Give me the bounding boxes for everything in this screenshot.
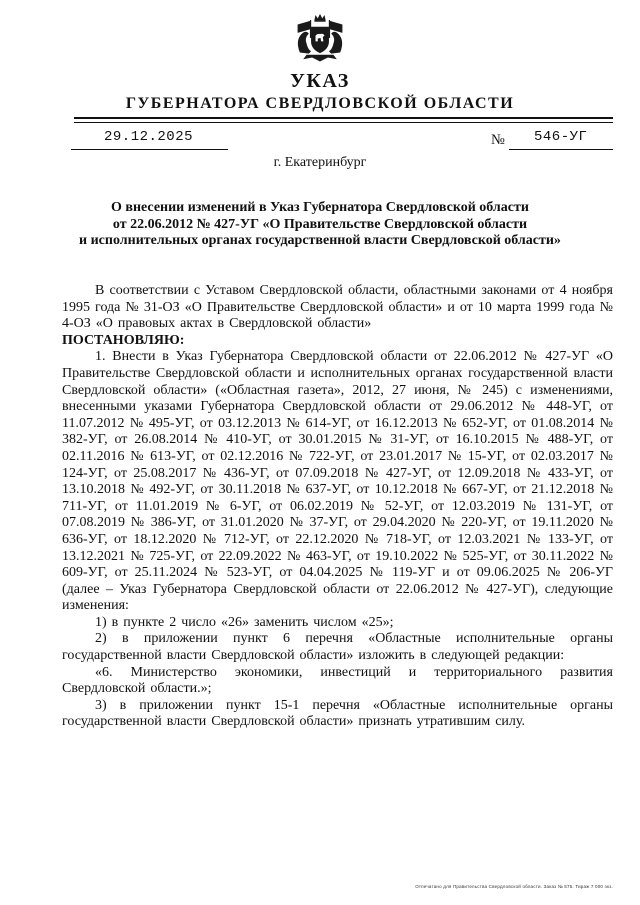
number-underline — [509, 149, 613, 150]
document-type-title: УКАЗ — [290, 70, 350, 92]
preamble-paragraph: В соответствии с Уставом Свердловской области, областными законами от 4 ноября 1995 года № 31-ОЗ «О Правительстве Свердловской области» и от 10 марта 1999 года № 4-ОЗ «О правовых актах в Свердловской области» — [62, 283, 613, 332]
decree-title-line-2: от 22.06.2012 № 427-УГ «О Правительстве Свердловской области — [112, 216, 528, 232]
city-label: г. Екатеринбург — [273, 155, 367, 170]
document-number: 546-УГ — [534, 129, 588, 145]
amendments-paragraph: 1. Внести в Указ Губернатора Свердловской области от 22.06.2012 № 427-УГ «О Правительстве Свердловской области и исполнительных органах государственной власти Свердловской области» («Областная газета», 2012, 27 июня, № 245) с изменениями, внесенными указами Губернатора Свердловской области от 29.06.2012 № 448-УГ, от 11.07.2012 № 495-УГ, от 03.12.2013 № 614-УГ, от 16.12.2013 № 652-УГ, от 01.08.2014 № 382-УГ, от 26.08.2014 № 410-УГ, от 30.01.2015 № 31-УГ, от 16.10.2015 № 488-УГ, от 02.11.2016 № 613-УГ, от 02.12.2016 № 722-УГ, от 23.01.2017 № 15-УГ, от 02.03.2017 № 124-УГ, от 25.08.2017 № 436-УГ, от 07.09.2018 № 427-УГ, от 12.09.2018 № 433-УГ, от 13.10.2018 № 492-УГ, от 30.11.2018 № 637-УГ, от 10.12.2018 № 667-УГ, от 21.12.2018 № 711-УГ, от 11.01.2019 № 6-УГ, от 06.02.2019 № 52-УГ, от 12.03.2019 № 131-УГ, от 07.08.2019 № 386-УГ, от 31.01.2020 № 37-УГ, от 29.04.2020 № 220-УГ, от 19.11.2020 № 636-УГ, от 18.12.2020 № 712-УГ, от 22.12.2020 № 718-УГ, от 12.03.2021 № 133-УГ, от 13.12.2021 № 725-УГ, от 22.09.2022 № 463-УГ, от 19.10.2022 № 525-УГ, от 30.11.2022 № 609-УГ, от 25.11.2024 № 523-УГ, от 04.04.2025 № 119-УГ и от 09.06.2025 № 206-УГ (далее – Указ Губернатора Свердловской области от 22.06.2012 № 427-УГ), следующие изменения: — [62, 349, 613, 614]
subitem-3: 3) в приложении пункт 15-1 перечня «Областные исполнительные органы государственной власти Свердловской области» признать утратившим силу. — [62, 697, 613, 730]
date-underline — [71, 149, 228, 150]
coat-of-arms-icon — [0, 12, 640, 74]
subitem-2: 2) в приложении пункт 6 перечня «Областные исполнительные органы государственной власти Свердловской области» изложить в следующей редакции: — [62, 631, 613, 664]
header-double-rule — [74, 117, 613, 123]
decree-body — [62, 283, 613, 731]
decree-title-line-1: О внесении изменений в Указ Губернатора Свердловской области — [111, 200, 529, 215]
print-shop-note: Отпечатано для Правительства Свердловской области. Заказ № 575. Тираж 7 000 экз. — [415, 884, 613, 889]
subitem-1: 1) в пункте 2 число «26» заменить числом «25»; — [95, 614, 394, 630]
issuing-authority-title: ГУБЕРНАТОРА СВЕРДЛОВСКОЙ ОБЛАСТИ — [125, 95, 515, 112]
decree-title-line-3: и исполнительных органах государственной власти Свердловской области» — [79, 233, 561, 248]
subitem-2-new-wording: «6. Министерство экономики, инвестиций и территориального развития Свердловской области.»; — [62, 664, 613, 697]
decree-title — [40, 200, 600, 250]
document-date: 29.12.2025 — [104, 129, 194, 145]
resolution-word: ПОСТАНОВЛЯЮ: — [62, 332, 185, 348]
number-sign: № — [491, 132, 505, 148]
